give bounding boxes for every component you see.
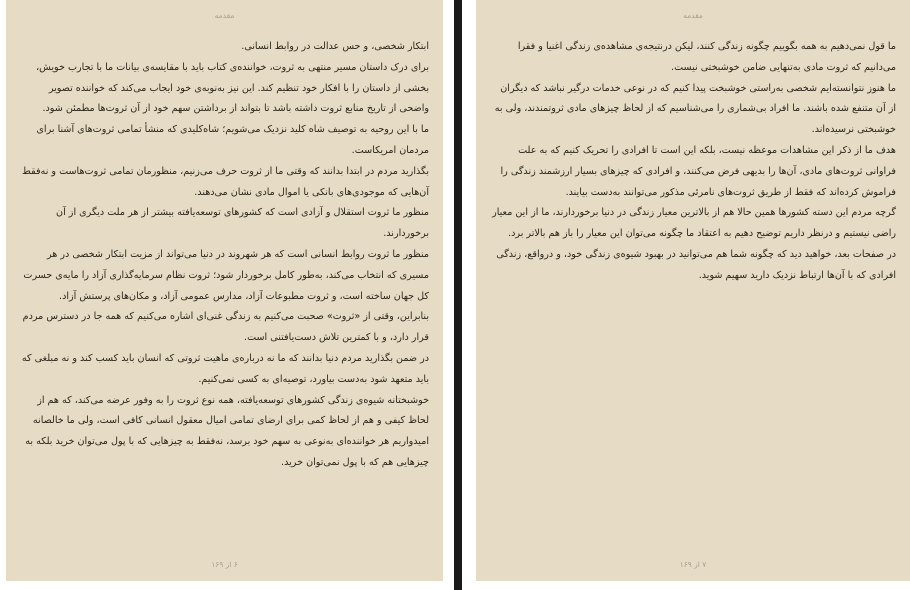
paragraph: منظور ما ثروت روابط انسانی است که هر شهروند در دنیا می‌تواند از مزیت ابتکار شخصی در هر مسیری که انتخاب می‌کند، به‌طور کامل برخوردار شود؛ ثروت نظام سرمایه‌گذاری آزاد را مایه‌ی حسرت کل جهان ساخته است، و ثروت مطبوعات آزاد، مدارس عمومی آزاد، و مکان‌های پرستش آزاد. — [23, 248, 429, 302]
paragraph: گرچه مردم این دسته کشورها همین حالا هم از بالاترین معیار زندگی در دنیا برخوردارند، ما از این معیار راضی نیستیم و درنظر داریم توضیح دهیم به اعتقاد ما چگونه می‌توان این معیار را باز هم بالاتر برد. — [492, 207, 896, 240]
right-page[interactable] — [476, 0, 910, 581]
left-running-header: مقدمه — [214, 11, 235, 20]
left-page-text — [20, 37, 429, 474]
book-gutter — [454, 0, 462, 590]
paragraph: ما هنوز نتوانسته‌ایم شخصی به‌راستی خوشبخت پیدا کنیم که در نوعی خدمات درگیر نباشد که دیگران از آن متنفع شده باشند. ما افراد بی‌شماری را می‌شناسیم که از لحاظ چیزهای مادی ثروتمندند، ولی به خوشبختی نرسیده‌اند. — [494, 82, 896, 136]
paragraph: در ضمن بگذارید مردم دنیا بدانند که ما نه درباره‌ی ماهیت ثروتی که انسان باید کسب کند و نه مبلغی که باید متعهد شود به‌دست بیاورد، توصیه‌ای به کسی نمی‌کنیم. — [21, 352, 429, 385]
paragraph: ابتکار شخصی، و حس عدالت در روابط انسانی. — [241, 41, 429, 52]
paragraph: هدف ما از ذکر این مشاهدات موعظه نیست، بلکه این است تا افرادی را تحریک کنیم که به علت فراوانی ثروت‌های مادی، آن‌ها را بدیهی فرض می‌کنند، و افرادی که چیزهای بسیار ارزشمند زندگی را فراموش کرده‌اند که فقط از طریق ثروت‌های نامرئی مذکور می‌توانند به‌دست بیایند. — [500, 144, 896, 198]
paragraph: برای درک داستان مسیر منتهی به ثروت، خواننده‌ی کتاب باید با مقایسه‌ی بیانات ما با تجارب خویش، بخشی از داستان را با افکار خود تنظیم کند. این نیز به‌نوبه‌ی خود ایجاب می‌کند که خواننده تصویر واضحی از تاریخ منابع ثروت داشته باشد تا بتواند از برداشتن سهم خود از آن ثروت‌ها مطمئن شود. — [36, 61, 429, 115]
paragraph: منظور ما ثروت استقلال و آزادی است که کشورهای توسعه‌یافته بیشتر از هر ملت دیگری از آن برخوردارند. — [56, 207, 429, 240]
paragraph: در صفحات بعد، خواهید دید که چگونه شما هم می‌توانید در بهبود شیوه‌ی زندگی خود، و درواقع، زندگی افرادی که با آن‌ها ارتباط نزدیک دارید سهیم شوید. — [496, 248, 896, 281]
paragraph: ما قول نمی‌دهیم به همه بگوییم چگونه زندگی کنند، لیکن درنتیجه‌ی مشاهده‌ی زندگی اغنیا و فقرا می‌دانیم که ثروت مادی به‌تنهایی ضامن خوشبختی نیست. — [517, 41, 896, 73]
left-page[interactable] — [6, 0, 443, 581]
paragraph: ما با این روحیه به توصیف شاه کلید نزدیک می‌شویم؛ شاه‌کلیدی که منشأ تمامی ثروت‌های آشنا برای مردمان امریکاست. — [36, 124, 429, 156]
paragraph: بنابراین، وقتی از «ثروت» صحبت می‌کنیم به زندگی غنی‌ای اشاره می‌کنیم که همه جا در دسترس مردم قرار دارد، و با کمترین تلاش دست‌یافتنی است. — [22, 311, 429, 344]
paragraph: خوشبختانه شیوه‌ی زندگی کشورهای توسعه‌یافته، همه نوع ثروت را به وفور عرضه می‌کند، که هم از لحاظ کیفی و هم از لحاظ کمی برای ارضای تمامی امیال معقول انسانی کافی است، ولی ما خالصانه امیدواریم هر خواننده‌ای به‌نوعی به سهم خود برسد، نه‌فقط به چیزهایی که با پول می‌توان خرید بلکه به چیزهایی هم که با پول نمی‌توان خرید. — [25, 394, 429, 468]
left-page-number: ۶ از ۱۶۹ — [211, 560, 238, 569]
right-page-text — [490, 37, 896, 287]
right-running-header: مقدمه — [683, 11, 703, 20]
right-page-number: ۷ از ۱۶۹ — [679, 560, 707, 569]
paragraph: بگذارید مردم در ابتدا بدانند که وقتی ما از ثروت حرف می‌زنیم، منظورمان تمامی ثروت‌هاست و نه‌فقط آن‌هایی که موجودی‌های بانکی یا اموال مادی نشان می‌دهند. — [22, 165, 429, 198]
